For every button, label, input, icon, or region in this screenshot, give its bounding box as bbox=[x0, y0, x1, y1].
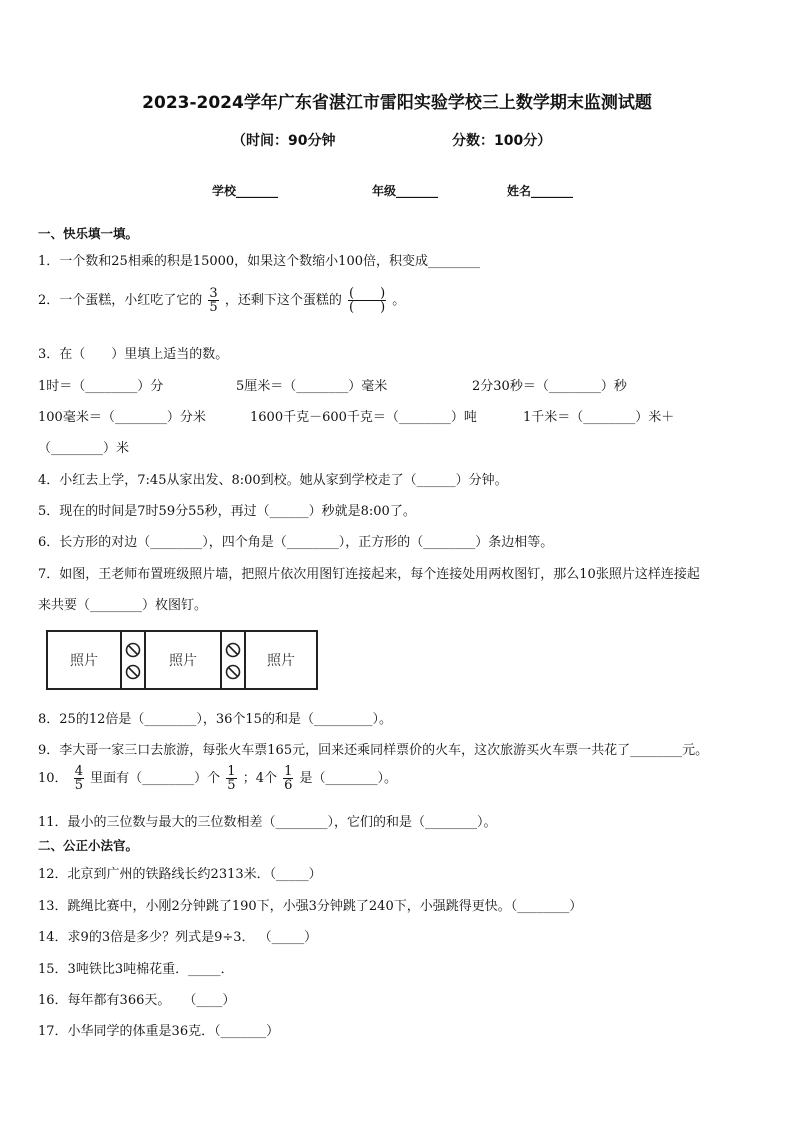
question-16: 16．每年都有366天。 （____） bbox=[38, 993, 236, 1008]
exam-time: （时间：90分钟 bbox=[232, 133, 336, 149]
question-2 bbox=[38, 287, 405, 314]
question-10-text-b: 里面有（________）个 bbox=[90, 771, 221, 786]
q3-row2-a: 100毫米＝（________）分米 bbox=[38, 410, 206, 425]
school-field[interactable]: 学校_______ bbox=[212, 184, 279, 198]
fraction-three-fifths bbox=[208, 287, 218, 314]
fraction-numerator: 3 bbox=[209, 286, 218, 301]
fraction-numerator: 4 bbox=[74, 764, 83, 779]
photo-3: 照片 bbox=[267, 653, 295, 669]
question-9: 9．李大哥一家三口去旅游，每张火车票165元，回来还乘同样票价的火车，这次旅游买火车票一共花了________元。 bbox=[38, 743, 709, 758]
q3-row2-c: 1千米＝（________）米＋ bbox=[523, 410, 675, 425]
fraction-four-fifths bbox=[74, 765, 84, 792]
question-13: 13．跳绳比赛中，小刚2分钟跳了190下，小强3分钟跳了240下，小强跳得更快。（________） bbox=[38, 899, 583, 914]
question-2-text-c: 。 bbox=[392, 293, 406, 308]
pushpin-icon bbox=[225, 664, 241, 680]
q3-row2-b: 1600千克－600千克＝（________）吨 bbox=[250, 410, 477, 425]
section-true-false: 二、公正小法官。 bbox=[38, 838, 139, 853]
q3-row3: （________）米 bbox=[38, 441, 130, 456]
pushpin-icon bbox=[125, 664, 141, 680]
q3-row1-b: 5厘米＝（________）毫米 bbox=[236, 379, 388, 394]
photo-2: 照片 bbox=[169, 653, 197, 669]
question-3: 3．在（ ）里填上适当的数。 bbox=[38, 347, 229, 362]
photo-wall-figure bbox=[46, 630, 318, 690]
fraction-numerator: 1 bbox=[284, 764, 293, 779]
photo-1: 照片 bbox=[70, 653, 98, 669]
page-title: 2023-2024学年广东省湛江市雷阳实验学校三上数学期末监测试题 bbox=[142, 93, 652, 113]
question-17: 17．小华同学的体重是36克．（_______） bbox=[38, 1024, 280, 1039]
question-4: 4．小红去上学，7:45从家出发、8:00到校。她从家到学校走了（______）分钟。 bbox=[38, 473, 508, 488]
question-11: 11．最小的三位数与最大的三位数相差（________），它们的和是（________）。 bbox=[38, 815, 497, 830]
question-2-text-a: 2．一个蛋糕，小红吃了它的 bbox=[38, 293, 203, 308]
answer-fraction-blank[interactable] bbox=[348, 287, 386, 314]
question-14: 14．求9的3倍是多少？列式是9÷3． （_____） bbox=[38, 930, 318, 945]
question-10-number: 10． bbox=[38, 771, 68, 786]
question-1: 1．一个数和25相乘的积是15000，如果这个数缩小100倍，积变成________ bbox=[38, 254, 480, 269]
fraction-denominator: 5 bbox=[74, 778, 83, 793]
question-8: 8．25的12倍是（________），36个15的和是（_________）。 bbox=[38, 712, 392, 727]
pushpin-icon bbox=[225, 642, 241, 658]
question-2-text-b: ，还剩下这个蛋糕的 bbox=[224, 293, 342, 308]
fraction-denominator: 6 bbox=[284, 778, 293, 793]
pin-pair-1 bbox=[120, 632, 146, 688]
q3-row1-c: 2分30秒＝（________）秒 bbox=[472, 379, 627, 394]
q3-row1-a: 1时＝（________）分 bbox=[38, 379, 164, 394]
question-10 bbox=[38, 765, 397, 792]
fraction-one-sixth bbox=[283, 765, 293, 792]
question-10-text-c: ；4个 bbox=[242, 771, 277, 786]
question-7-line-1: 7．如图，王老师布置班级照片墙，把照片依次用图钉连接起来，每个连接处用两枚图钉，那么10张照片这样连接起 bbox=[38, 567, 700, 582]
fraction-numerator: 1 bbox=[227, 764, 236, 779]
fraction-denominator: 5 bbox=[227, 778, 236, 793]
blank-numerator[interactable]: ( ) bbox=[349, 286, 386, 301]
question-5: 5．现在的时间是7时59分55秒，再过（______）秒就是8:00了。 bbox=[38, 504, 416, 519]
fraction-one-fifth bbox=[226, 765, 236, 792]
exam-score: 分数：100分） bbox=[452, 133, 552, 149]
pushpin-icon bbox=[125, 642, 141, 658]
pin-pair-2 bbox=[220, 632, 246, 688]
question-10-text-d: 是（________）。 bbox=[299, 771, 398, 786]
section-fill-in: 一、快乐填一填。 bbox=[38, 226, 139, 241]
name-field[interactable]: 姓名_______ bbox=[507, 184, 574, 198]
question-15: 15．3吨铁比3吨棉花重．_____． bbox=[38, 962, 234, 977]
question-6: 6．长方形的对边（________），四个角是（________），正方形的（________）条边相等。 bbox=[38, 535, 554, 550]
blank-denominator[interactable]: ( ) bbox=[349, 300, 386, 315]
question-12: 12．北京到广州的铁路线长约2313米．（_____） bbox=[38, 867, 322, 882]
grade-field[interactable]: 年级_______ bbox=[372, 184, 439, 198]
question-7-line-2: 来共要（________）枚图钉。 bbox=[38, 598, 208, 613]
fraction-denominator: 5 bbox=[209, 300, 218, 315]
